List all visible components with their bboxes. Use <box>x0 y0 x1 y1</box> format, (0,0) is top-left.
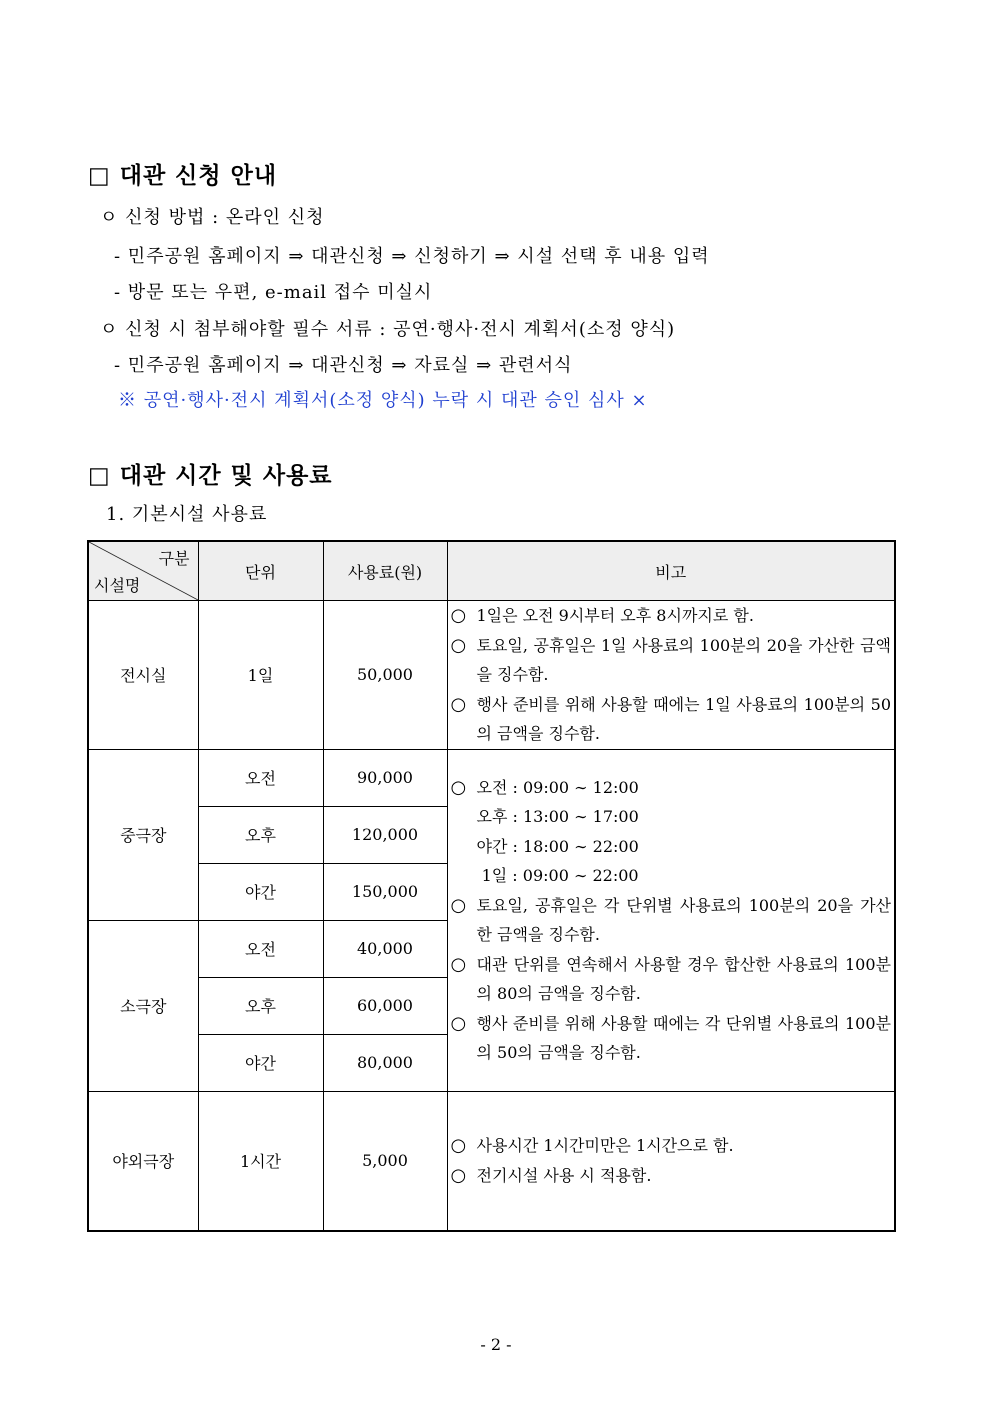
unit-cell: 오후 <box>198 806 323 863</box>
table-row <box>88 1091 895 1231</box>
note-item: 행사 준비를 위해 사용할 때에는 각 단위별 사용료의 100분의 50의 금액을 징수함. <box>476 1013 891 1062</box>
note-item: 야간 : 18:00 ∼ 22:00 <box>476 836 639 856</box>
header-diagonal-cell <box>88 541 198 601</box>
header-category: 구분 <box>158 549 190 568</box>
table-row <box>88 749 895 806</box>
required-docs-line: ㅇ 신청 시 첨부해야할 필수 서류 : 공연·행사·전시 계획서(소정 양식) <box>100 319 676 340</box>
unit-cell: 1일 <box>198 601 323 750</box>
subsection-title: 1. 기본시설 사용료 <box>106 504 268 525</box>
docs-path-line: - 민주공원 홈페이지 ⇒ 대관신청 ⇒ 자료실 ⇒ 관련서식 <box>114 355 573 376</box>
header-facility: 시설명 <box>94 576 141 595</box>
note-item: 1일 : 09:00 ∼ 22:00 <box>476 866 639 885</box>
note-cell: ○ 사용시간 1시간미만은 1시간으로 함. ○ 전기시설 사용 시 적용함. <box>447 1091 895 1231</box>
note-item: 오후 : 13:00 ∼ 17:00 <box>476 807 639 826</box>
fee-cell: 5,000 <box>323 1091 447 1231</box>
method-no-visit-line: - 방문 또는 우편, e-mail 접수 미실시 <box>114 282 433 303</box>
page-number: - 2 - <box>480 1335 512 1354</box>
facility-name: 전시실 <box>88 601 198 750</box>
fee-cell: 120,000 <box>323 806 447 863</box>
fee-cell: 150,000 <box>323 863 447 920</box>
table-header-row <box>88 541 895 601</box>
unit-cell: 1시간 <box>198 1091 323 1231</box>
unit-cell: 오후 <box>198 977 323 1034</box>
unit-cell: 야간 <box>198 863 323 920</box>
fee-cell: 60,000 <box>323 977 447 1034</box>
unit-cell: 야간 <box>198 1034 323 1091</box>
note-item: 대관 단위를 연속해서 사용할 경우 합산한 사용료의 100분의 80의 금액을 징수함. <box>476 954 891 1003</box>
facility-name: 중극장 <box>88 749 198 920</box>
unit-cell: 오전 <box>198 920 323 977</box>
note-cell: ○ 오전 : 09:00 ∼ 12:00 오후 : 13:00 ∼ 17:00 야간 : 18:00 ∼ 22:00 1일 : 09:00 ∼ 22:00 ○ 토요일, 공휴일은 각 단위별 사용료의 100분의 20을 가산한 금액을 징수함. ○ 대관 단위를 연속해서 사용할 경우 합산한 사용료의 100분의 80의 금액을 징수함. ○ 행사 준비를 위해 사용할 때에는 각 단위별 사용료의 100분의 50의 금액을 징수함. <box>447 749 895 1091</box>
fee-cell: 50,000 <box>323 601 447 750</box>
warning-note: ※ 공연·행사·전시 계획서(소정 양식) 누락 시 대관 승인 심사 × <box>118 390 648 411</box>
fee-cell: 40,000 <box>323 920 447 977</box>
note-cell: ○ 1일은 오전 9시부터 오후 8시까지로 함. ○ 토요일, 공휴일은 1일 사용료의 100분의 20을 가산한 금액을 징수함. ○ 행사 준비를 위해 사용할 때에는 1일 사용료의 100분의 50의 금액을 징수함. <box>447 601 895 750</box>
unit-cell: 오전 <box>198 749 323 806</box>
facility-name: 소극장 <box>88 920 198 1091</box>
note-item: 오전 : 09:00 ∼ 12:00 <box>476 777 639 797</box>
section-title-application: □ 대관 신청 안내 <box>88 163 278 189</box>
header-fee: 사용료(원) <box>323 541 447 601</box>
facility-name: 야외극장 <box>88 1091 198 1231</box>
section-title-fees: □ 대관 시간 및 사용료 <box>88 463 333 489</box>
table-row <box>88 601 895 750</box>
note-item: 행사 준비를 위해 사용할 때에는 1일 사용료의 100분의 50의 금액을 징수함. <box>476 694 891 743</box>
fee-cell: 90,000 <box>323 749 447 806</box>
header-unit: 단위 <box>198 541 323 601</box>
note-item: 사용시간 1시간미만은 1시간으로 함. <box>476 1136 734 1156</box>
note-item: 전기시설 사용 시 적용함. <box>476 1165 652 1185</box>
fee-cell: 80,000 <box>323 1034 447 1091</box>
note-item: 토요일, 공휴일은 1일 사용료의 100분의 20을 가산한 금액을 징수함. <box>476 635 891 684</box>
method-detail-line: - 민주공원 홈페이지 ⇒ 대관신청 ⇒ 신청하기 ⇒ 시설 선택 후 내용 입력 <box>114 246 710 267</box>
fee-table <box>87 540 896 1232</box>
method-line: ㅇ 신청 방법 : 온라인 신청 <box>100 207 325 228</box>
note-item: 토요일, 공휴일은 각 단위별 사용료의 100분의 20을 가산한 금액을 징수함. <box>476 895 891 944</box>
header-note: 비고 <box>447 541 895 601</box>
note-item: 1일은 오전 9시부터 오후 8시까지로 함. <box>476 606 754 625</box>
